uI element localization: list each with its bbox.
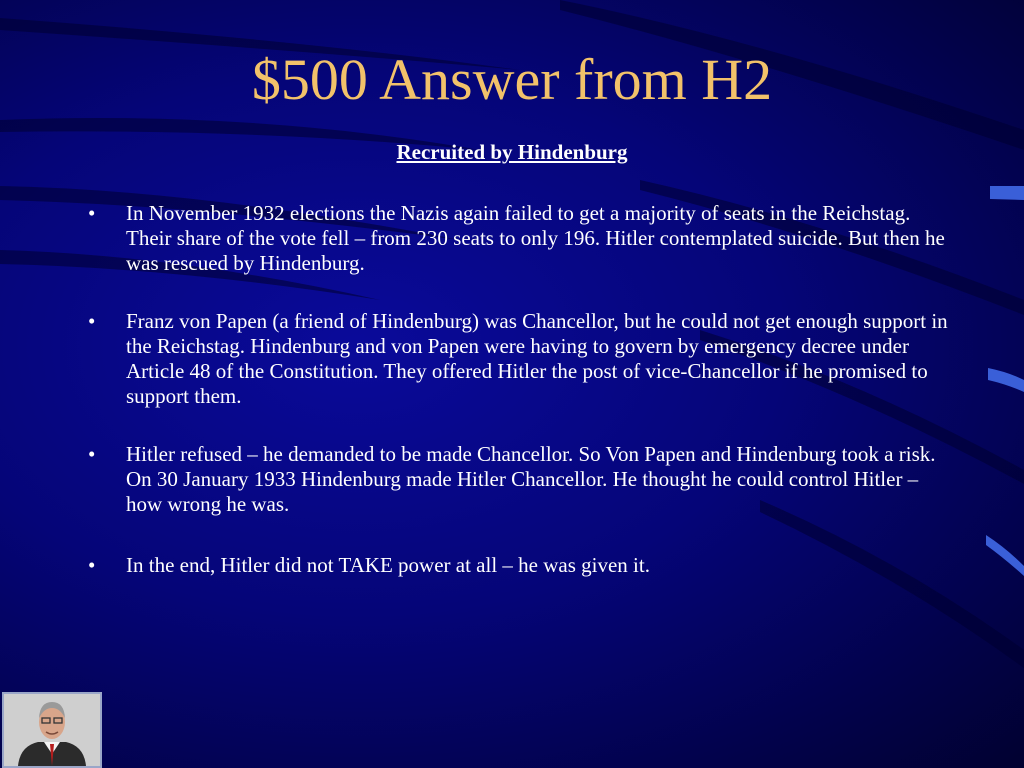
slide-subtitle: Recruited by Hindenburg xyxy=(396,140,628,164)
bullet-text: Hitler refused – he demanded to be made Chancellor. So Von Papen and Hindenburg took a risk. On 30 January 1933 Hindenburg made Hitler Chancellor. He thought he could control Hitler – how wrong he was. xyxy=(126,442,936,516)
bullet-item xyxy=(84,442,954,517)
bullet-glyph: • xyxy=(88,201,96,225)
bullet-list xyxy=(84,201,954,578)
bullet-item xyxy=(84,553,954,578)
bullet-text: In November 1932 elections the Nazis again failed to get a majority of seats in the Reichstag. Their share of the vote fell – from 230 seats to only 196. Hitler contemplated suicide. But then he was rescued by Hindenburg. xyxy=(126,201,945,275)
bullet-glyph: • xyxy=(88,553,96,577)
bullet-item xyxy=(84,309,954,409)
bullet-glyph: • xyxy=(88,442,96,466)
slide-title: $500 Answer from H2 xyxy=(251,47,773,112)
bullet-text: In the end, Hitler did not TAKE power at all – he was given it. xyxy=(126,553,650,577)
bullet-glyph: • xyxy=(88,309,96,333)
bullet-item xyxy=(84,201,954,276)
host-avatar-icon[interactable] xyxy=(2,692,102,768)
host-portrait xyxy=(4,694,100,766)
bullet-text: Franz von Papen (a friend of Hindenburg) was Chancellor, but he could not get enough support in the Reichstag. Hindenburg and von Papen were having to govern by emergency decree under Article 48 of the Constitution. They offered Hitler the post of vice-Chancellor if he promised to support them. xyxy=(126,309,948,408)
